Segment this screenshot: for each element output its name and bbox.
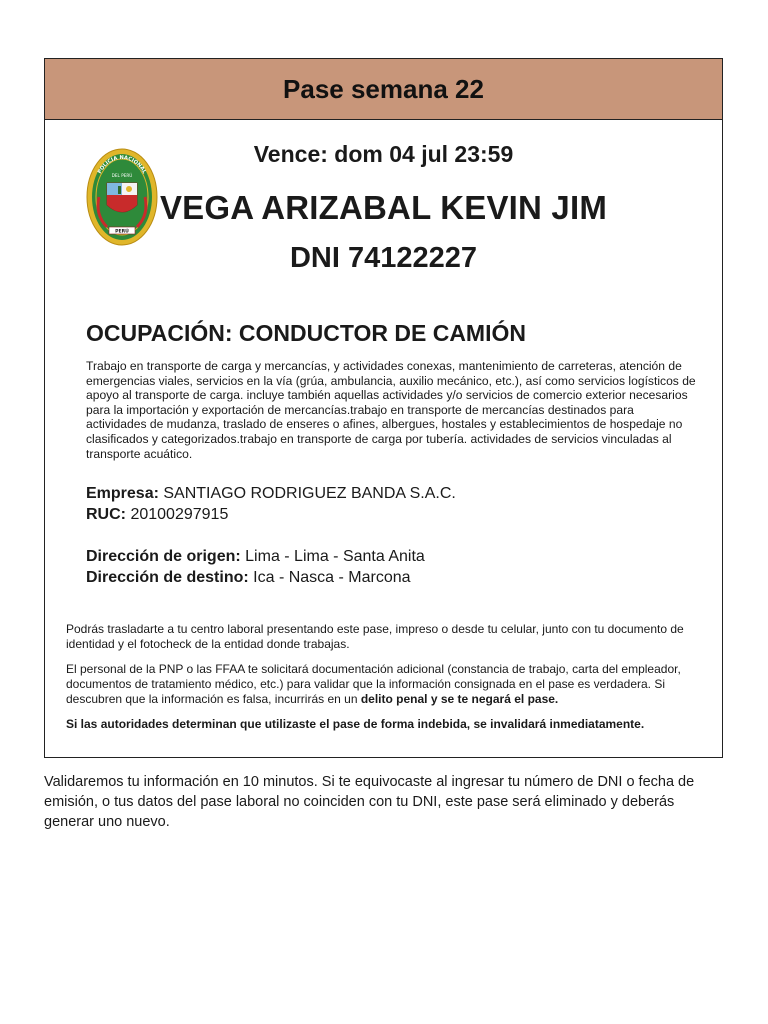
occupation-title: OCUPACIÓN: CONDUCTOR DE CAMIÓN [86,320,526,346]
note-verification [66,662,702,707]
origin-value: Lima - Lima - Santa Anita [245,548,425,565]
emblem-text-mid: DEL PERÚ [111,173,133,178]
company-label: Empresa: [86,485,159,502]
ruc-value: 20100297915 [130,506,229,523]
destination-value: Ica - Nasca - Marcona [253,569,411,586]
ruc-label: RUC: [86,506,126,523]
occupation-description: Trabajo en transporte de carga y mercancías, y actividades conexas, mantenimiento de carreteras, atención de emergencias viales, servicios en la vía (grúa, ambulancia, auxilio mecánico, etc.), así como servicios logísticos de apoyo al transporte de carga. incluye también aquellas actividades y/o servicios de comercio exterior necesarios para la importación y exportación de mercancías.trabajo en transporte de mercancías destinados para actividades de mudanza, traslado de enseres o afines, albergues, hostales y establecimientos de hospedaje no clasificados y categorizados.trabajo en transporte de carga por tubería. actividades de servicios vinculadas al transporte acuático. [86,359,696,461]
emblem-text-bottom: PERÚ [115,229,129,235]
origin-row [86,546,425,567]
company-info [86,483,456,525]
holder-name: VEGA ARIZABAL KEVIN JIM [159,189,608,226]
ruc-row [86,504,456,525]
pass-card [44,58,723,758]
expiry-date: Vence: dom 04 jul 23:59 [253,141,514,167]
note-verification-text: El personal de la PNP o las FFAA te solicitará documentación adicional (constancia de trabajo, carta del empleador, documentos de tratamiento médico, etc.) para validar que la información consignada en el pase es verdadera. Si descubren que la información es falsa, incurrirás en un [66,662,681,706]
pass-header [45,59,722,120]
note-misuse [66,717,702,732]
note-misuse-text: Si las autoridades determinan que utilizaste el pase de forma indebida, se invalidará inmediatamente. [66,717,645,731]
validation-message: Validaremos tu información en 10 minutos. Si te equivocaste al ingresar tu número de DNI o fecha de emisión, o tus datos del pase laboral no coinciden con tu DNI, este pase será eliminado y deberás generar uno nuevo. [44,774,695,830]
destination-label: Dirección de destino: [86,569,249,586]
origin-label: Dirección de origen: [86,548,241,565]
company-row [86,483,456,504]
pass-title: Pase semana 22 [283,73,484,104]
holder-dni: DNI 74122227 [289,242,478,274]
address-info [86,546,425,588]
note-usage: Podrás trasladarte a tu centro laboral presentando este pase, impreso o desde tu celular, junto con tu documento de identidad y el fotocheck de la entidad donde trabajas. [66,622,684,651]
emblem-text-top: POLICÍA NACIONAL [96,154,148,175]
note-verification-warning: delito penal y se te negará el pase. [360,692,559,706]
pass-notes [66,622,702,742]
company-value: SANTIAGO RODRIGUEZ BANDA S.A.C. [163,485,456,502]
destination-row [86,567,425,588]
